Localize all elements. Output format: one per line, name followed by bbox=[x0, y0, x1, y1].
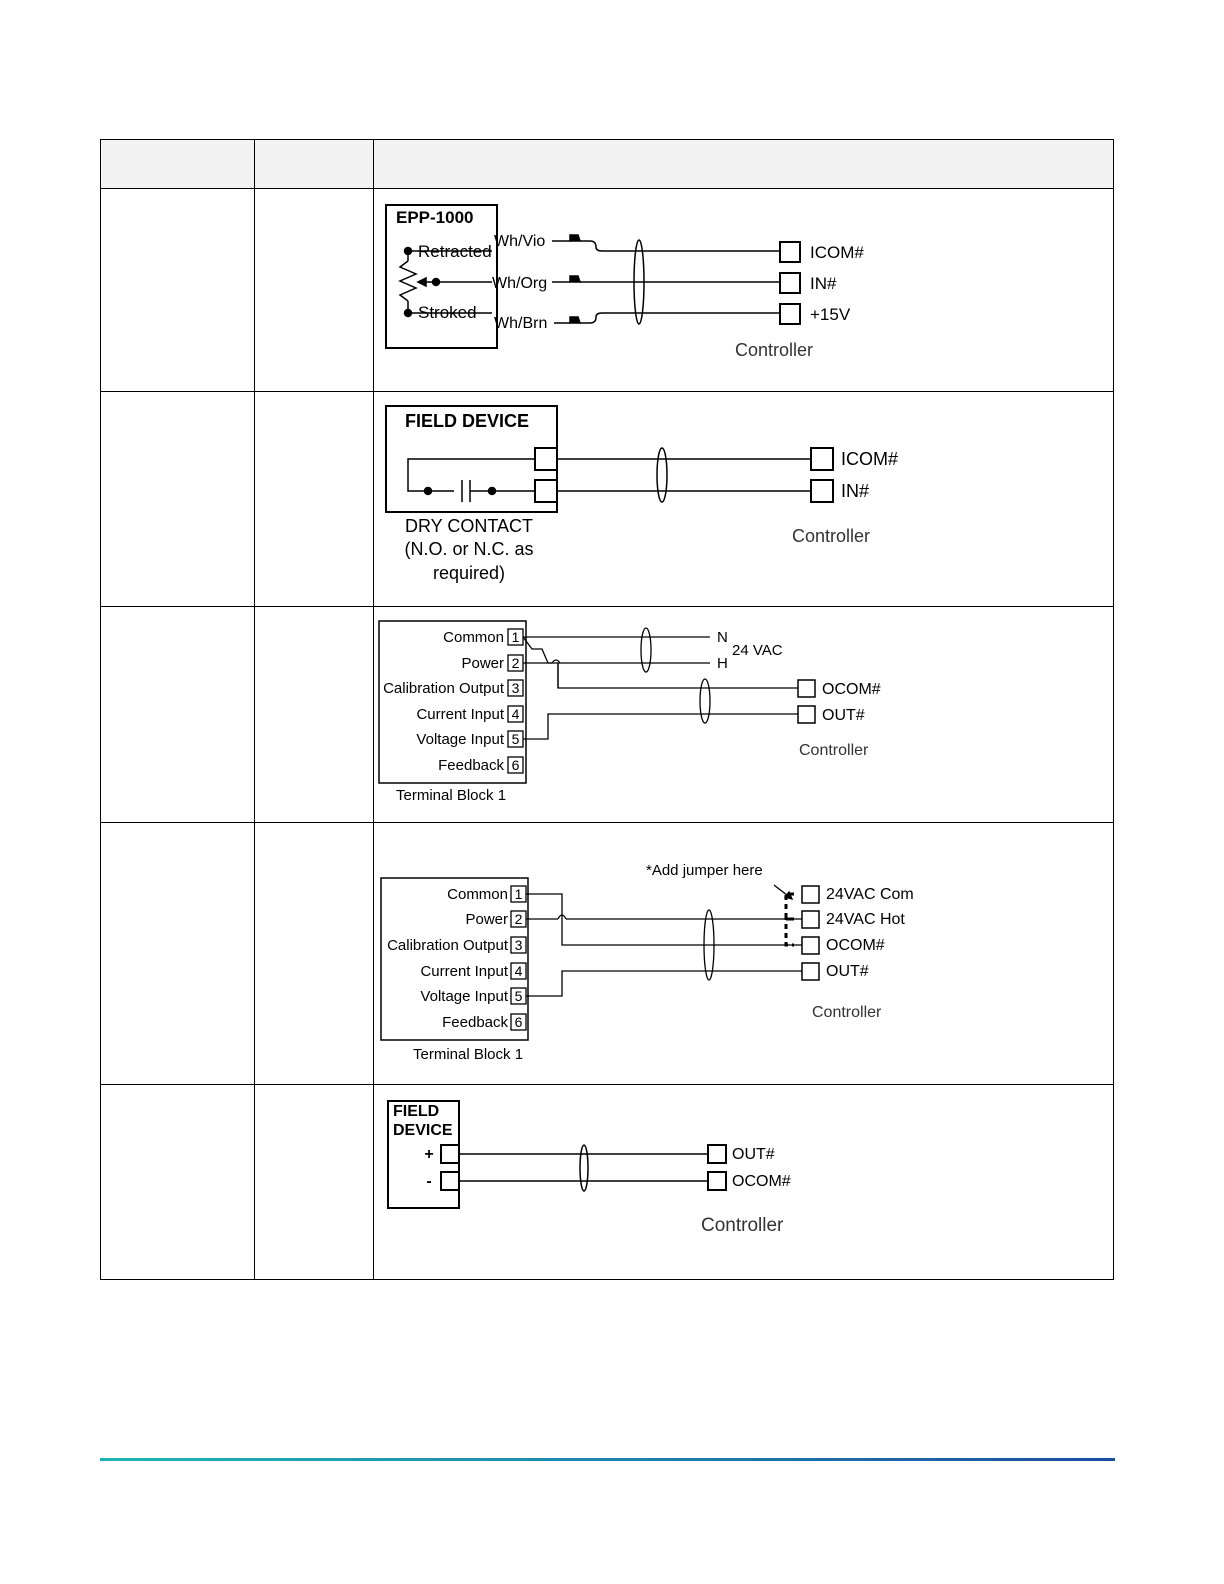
terminal-block-24vac-diagram bbox=[374, 607, 1112, 822]
terminal-label-power: Power bbox=[461, 655, 504, 672]
terminal-box-ocom bbox=[802, 937, 819, 954]
wiring-table bbox=[100, 139, 1114, 1280]
terminal-num-2: 2 bbox=[511, 655, 520, 671]
terminal-label-out: OUT# bbox=[732, 1146, 775, 1163]
row4-cell-1 bbox=[101, 823, 255, 1085]
terminal-box-24vac-com bbox=[802, 886, 819, 903]
terminal-label-ocom: OCOM# bbox=[822, 681, 881, 698]
row1-cell-2 bbox=[255, 189, 374, 392]
terminal-label-voltage-input: Voltage Input bbox=[416, 731, 504, 748]
terminal-box-out bbox=[708, 1145, 726, 1163]
row3-cell-1 bbox=[101, 607, 255, 823]
terminal-num-5: 5 bbox=[511, 731, 520, 747]
row1-cell-1 bbox=[101, 189, 255, 392]
polarity-minus: - bbox=[426, 1173, 432, 1190]
field-device-output-diagram bbox=[374, 1085, 1112, 1279]
controller-label: Controller bbox=[735, 340, 814, 360]
terminal-label-ocom: OCOM# bbox=[826, 937, 885, 954]
table-header-row bbox=[101, 140, 1114, 189]
device-name: EPP-1000 bbox=[396, 208, 474, 227]
terminal-num-3: 3 bbox=[511, 680, 520, 696]
terminal-label-24vac-hot: 24VAC Hot bbox=[826, 911, 905, 928]
header-cell-3 bbox=[374, 140, 1114, 189]
supply-h-label: H bbox=[717, 655, 728, 672]
terminal-box-out bbox=[802, 963, 819, 980]
terminal-label-ocom: OCOM# bbox=[732, 1173, 791, 1190]
supply-n-label: N bbox=[717, 629, 728, 646]
row4-cell-2 bbox=[255, 823, 374, 1085]
terminal-label-current-input: Current Input bbox=[416, 706, 504, 723]
wire-label-vio: Wh/Vio bbox=[494, 233, 546, 250]
terminal-box-in bbox=[780, 273, 800, 293]
row1-diagram-cell bbox=[374, 189, 1114, 392]
table-row bbox=[101, 189, 1114, 392]
contact-label-line1: DRY CONTACT bbox=[404, 516, 534, 536]
row3-diagram-cell bbox=[374, 607, 1114, 823]
device-name-line1: FIELD bbox=[393, 1103, 440, 1120]
terminal-num-1: 1 bbox=[511, 629, 520, 645]
terminal-box-out bbox=[798, 706, 815, 723]
terminal-label-24vac-com: 24VAC Com bbox=[826, 886, 914, 903]
contact-label-line2: (N.O. or N.C. as bbox=[404, 539, 534, 559]
controller-label: Controller bbox=[792, 526, 871, 546]
wire-label-brn: Wh/Brn bbox=[494, 315, 548, 332]
row4-diagram-cell bbox=[374, 823, 1114, 1085]
terminal-block-label: Terminal Block 1 bbox=[413, 1046, 524, 1063]
row2-diagram-cell bbox=[374, 392, 1114, 607]
table-row bbox=[101, 823, 1114, 1085]
terminal-label-common: Common bbox=[443, 629, 504, 646]
terminal-label-feedback: Feedback bbox=[438, 757, 504, 774]
terminal-num-3: 3 bbox=[514, 937, 523, 953]
terminal-label-calibration: Calibration Output bbox=[387, 937, 508, 954]
row2-cell-1 bbox=[101, 392, 255, 607]
terminal-label-icom: ICOM# bbox=[810, 243, 864, 262]
terminal-num-2: 2 bbox=[514, 911, 523, 927]
terminal-label-power: Power bbox=[465, 911, 508, 928]
row2-cell-2 bbox=[255, 392, 374, 607]
terminal-num-1: 1 bbox=[514, 886, 523, 902]
row5-diagram-cell bbox=[374, 1085, 1114, 1280]
terminal-label-voltage-input: Voltage Input bbox=[420, 988, 508, 1005]
terminal-label-calibration: Calibration Output bbox=[383, 680, 504, 697]
controller-label: Controller bbox=[812, 1004, 882, 1021]
polarity-plus: + bbox=[424, 1146, 434, 1163]
terminal-num-4: 4 bbox=[514, 963, 523, 979]
terminal-num-6: 6 bbox=[514, 1014, 523, 1030]
header-cell-2 bbox=[255, 140, 374, 189]
supply-voltage-label: 24 VAC bbox=[732, 642, 783, 659]
terminal-box-icom bbox=[780, 242, 800, 262]
controller-label: Controller bbox=[799, 742, 869, 759]
terminal-box-icom bbox=[811, 448, 833, 470]
terminal-label-current-input: Current Input bbox=[420, 963, 508, 980]
terminal-num-6: 6 bbox=[511, 757, 520, 773]
wire-label-org: Wh/Org bbox=[492, 275, 548, 292]
terminal-label-in: IN# bbox=[810, 274, 837, 293]
terminal-label-out: OUT# bbox=[822, 707, 865, 724]
terminal-label-feedback: Feedback bbox=[442, 1014, 508, 1031]
terminal-box-ocom bbox=[708, 1172, 726, 1190]
controller-label: Controller bbox=[701, 1215, 784, 1236]
epp1000-wiring-diagram bbox=[374, 189, 1112, 391]
terminal-num-5: 5 bbox=[514, 988, 523, 1004]
header-cell-1 bbox=[101, 140, 255, 189]
terminal-label-common: Common bbox=[447, 886, 508, 903]
terminal-num-4: 4 bbox=[511, 706, 520, 722]
contact-label-line3: required) bbox=[432, 563, 506, 583]
row5-cell-2 bbox=[255, 1085, 374, 1280]
terminal-label-15v: +15V bbox=[810, 305, 851, 324]
terminal-block-jumper-diagram bbox=[374, 823, 1112, 1084]
table-row bbox=[101, 392, 1114, 607]
terminal-box-15v bbox=[780, 304, 800, 324]
footer-rule bbox=[100, 1458, 1115, 1461]
jumper-note: *Add jumper here bbox=[646, 862, 763, 879]
pot-label-retracted: Retracted bbox=[418, 242, 492, 261]
terminal-label-in: IN# bbox=[841, 481, 870, 501]
row5-cell-1 bbox=[101, 1085, 255, 1280]
device-name-line2: DEVICE bbox=[393, 1122, 453, 1139]
terminal-box-in bbox=[811, 480, 833, 502]
dry-contact-wiring-diagram bbox=[374, 392, 1112, 606]
terminal-box-24vac-hot bbox=[802, 911, 819, 928]
table-row bbox=[101, 1085, 1114, 1280]
row3-cell-2 bbox=[255, 607, 374, 823]
device-name: FIELD DEVICE bbox=[405, 411, 530, 431]
terminal-block-label: Terminal Block 1 bbox=[396, 787, 507, 804]
pot-label-stroked: Stroked bbox=[418, 303, 477, 322]
terminal-label-icom: ICOM# bbox=[841, 449, 899, 469]
terminal-box-ocom bbox=[798, 680, 815, 697]
terminal-label-out: OUT# bbox=[826, 963, 869, 980]
table-row bbox=[101, 607, 1114, 823]
